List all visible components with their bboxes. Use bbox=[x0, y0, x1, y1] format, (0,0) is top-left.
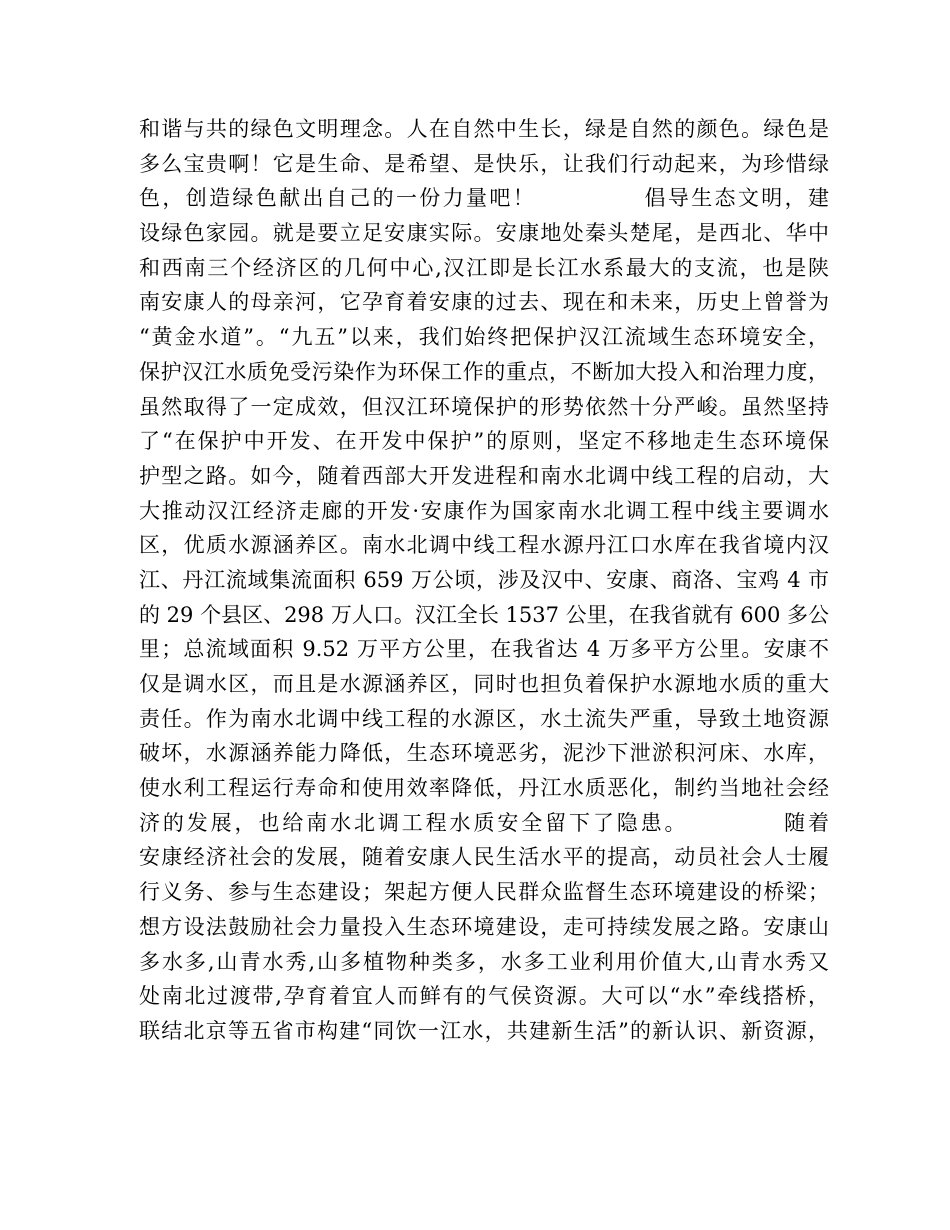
text-line-14: 江、丹江流域集流面积 659 万公顷，涉及汉中、安康、商洛、宝鸡 4 市 bbox=[139, 567, 829, 592]
text-line-24: 想方设法鼓励社会力量投入生态环境建设，走可持续发展之路。安康山 bbox=[139, 914, 829, 939]
text-line-26: 处南北过渡带,孕育着宜人而鲜有的气侯资源。大可以“水”牵线搭桥， bbox=[139, 984, 829, 1009]
text-line-17: 仅是调水区，而且是水源涵养区，同时也担负着保护水源地水质的重大 bbox=[139, 672, 829, 696]
text-line-6: 南安康人的母亲河，它孕育着安康的过去、现在和未来，历史上曾誉为 bbox=[139, 290, 829, 315]
text-line-25: 多水多,山青水秀,山多植物种类多，水多工业利用价值大,山青水秀又 bbox=[139, 949, 829, 974]
text-line-20: 使水利工程运行寿命和使用效率降低，丹江水质恶化，制约当地社会经 bbox=[139, 776, 829, 801]
text-line-4: 设绿色家园。就是要立足安康实际。安康地处秦头楚尾，是西北、华中 bbox=[139, 221, 829, 246]
text-line-27: 联结北京等五省市构建“同饮一江水，共建新生活”的新认识、新资源， bbox=[139, 1018, 829, 1043]
text-line-18: 责任。作为南水北调中线工程的水源区，水土流失严重，导致土地资源 bbox=[139, 706, 829, 731]
text-line-3: 色，创造绿色献出自己的一份力量吧！ 倡导生态文明，建 bbox=[139, 186, 829, 211]
text-line-1: 和谐与共的绿色文明理念。人在自然中生长，绿是自然的颜色。绿色是 bbox=[139, 117, 829, 141]
text-line-15: 的 29 个县区、298 万人口。汉江全长 1537 公里，在我省就有 600 多公 bbox=[139, 602, 829, 627]
text-line-19: 破坏，水源涵养能力降低，生态环境恶劣，泥沙下泄淤积河床、水库， bbox=[139, 741, 829, 766]
text-line-8: 保护汉江水质免受污染作为环保工作的重点，不断加大投入和治理力度， bbox=[139, 359, 829, 384]
text-line-11: 护型之路。如今，随着西部大开发进程和南水北调中线工程的启动，大 bbox=[139, 463, 829, 488]
text-line-22: 安康经济社会的发展，随着安康人民生活水平的提高，动员社会人士履 bbox=[139, 845, 829, 870]
text-line-7: “黄金水道”。“九五”以来，我们始终把保护汉江流域生态环境安全， bbox=[139, 325, 829, 350]
text-line-9: 虽然取得了一定成效，但汉江环境保护的形势依然十分严峻。虽然坚持 bbox=[139, 394, 829, 419]
text-line-10: 了“在保护中开发、在开发中保护”的原则，坚定不移地走生态环境保 bbox=[139, 429, 829, 454]
body-text bbox=[139, 112, 829, 1049]
text-line-12: 大推动汉江经济走廊的开发·安康作为国家南水北调工程中线主要调水 bbox=[139, 498, 829, 523]
text-line-21: 济的发展，也给南水北调工程水质安全留下了隐患。 随着 bbox=[139, 810, 829, 835]
text-line-23: 行义务、参与生态建设；架起方便人民群众监督生态环境建设的桥梁； bbox=[139, 880, 829, 905]
text-line-2: 多么宝贵啊！它是生命、是希望、是快乐，让我们行动起来，为珍惜绿 bbox=[139, 151, 829, 176]
text-line-13: 区，优质水源涵养区。南水北调中线工程水源丹江口水库在我省境内汉 bbox=[139, 533, 829, 558]
text-line-16: 里；总流域面积 9.52 万平方公里，在我省达 4 万多平方公里。安康不 bbox=[139, 637, 829, 662]
text-line-5: 和西南三个经济区的几何中心,汉江即是长江水系最大的支流，也是陕 bbox=[139, 255, 829, 280]
